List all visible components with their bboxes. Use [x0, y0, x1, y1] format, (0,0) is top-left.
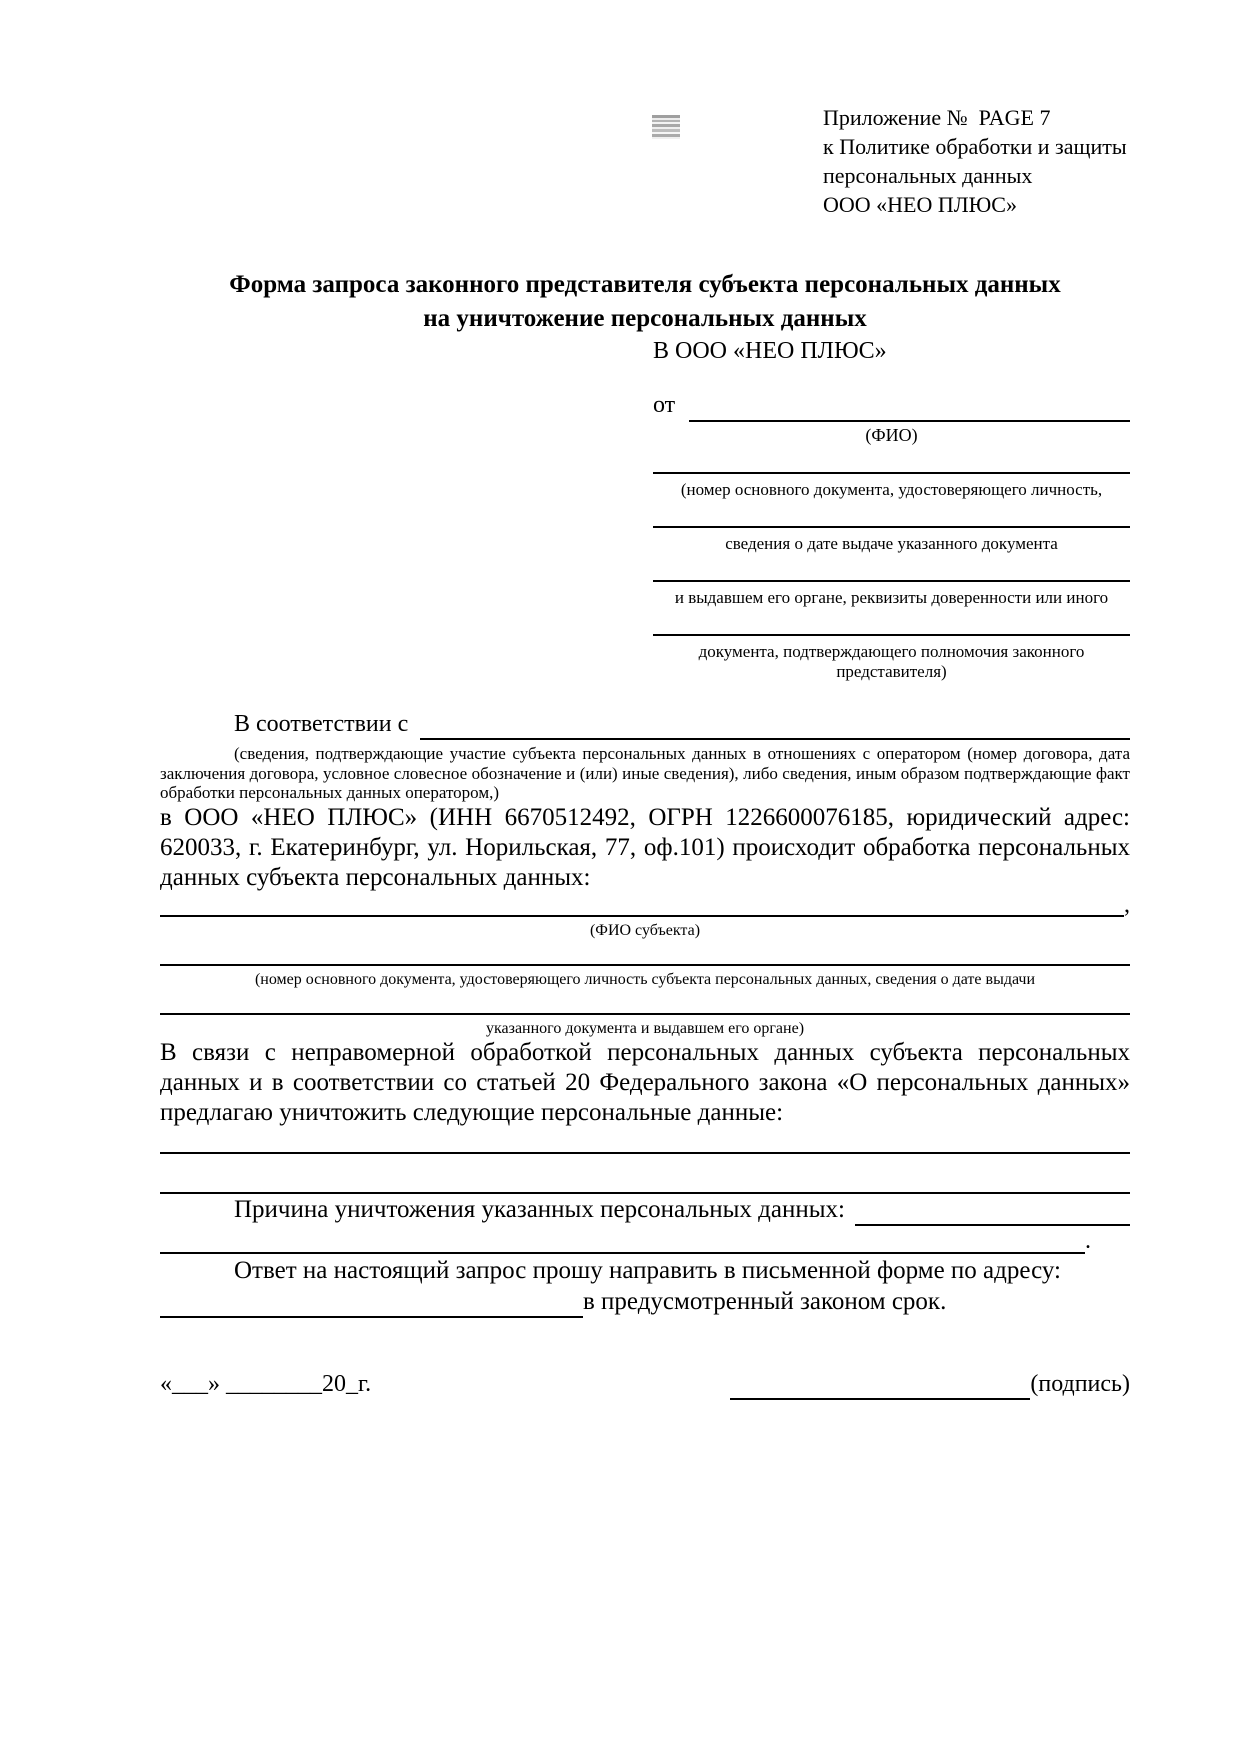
reason-continuation-blank-line[interactable]	[160, 1226, 1085, 1254]
appendix-number-line: Приложение № PAGE 7	[823, 105, 1051, 130]
representative-authority-caption: документа, подтверждающего полномочия законного представителя)	[698, 642, 1085, 681]
accordance-blank-line[interactable]	[420, 710, 1130, 740]
destruction-paragraph: В связи с неправомерной обработкой персональных данных субъекта персональных данных и в соответствии со статьей 20 Федерального закона «О персональных данных» предлагаю уничтожить следующие персональные данные:	[160, 1038, 1130, 1126]
issuing-authority-caption: и выдавшем его органе, реквизиты доверенности или иного	[674, 588, 1109, 607]
issuing-authority-blank-line[interactable]	[653, 580, 1130, 582]
subject-fio-blank-row	[160, 893, 1130, 917]
trailing-comma: ,	[1124, 891, 1130, 918]
appendix-block	[823, 103, 1127, 219]
policy-reference-line-1: к Политике обработки и защиты	[823, 134, 1127, 159]
answer-paragraph-line: Ответ на настоящий запрос прошу направить в письменной форме по адресу:	[234, 1256, 1061, 1284]
recipient-block	[653, 336, 1130, 682]
date-blank-text[interactable]: «___» ________20_г.	[160, 1370, 372, 1397]
subject-doc-blank-line-1[interactable]	[160, 964, 1130, 966]
form-title	[160, 268, 1130, 336]
reason-blank-line[interactable]	[855, 1196, 1130, 1226]
subject-fio-caption: (ФИО субъекта)	[589, 921, 701, 939]
from-row	[653, 388, 1130, 422]
accordance-note: (сведения, подтверждающие участие субъекта персональных данных в отношениях с оператором (номер договора, дата заключения договора, условное словесное обозначение и (или) иные сведения), либо сведения, иным образом подтверждающие факт обработки персональных данных оператором,)	[160, 744, 1130, 802]
blurred-text-artifact	[652, 115, 680, 139]
subject-doc-caption-1: (номер основного документа, удостоверяющего личность субъекта персональных данных, сведения о дате выдачи	[254, 970, 1036, 988]
trailing-period: .	[1085, 1227, 1091, 1254]
from-blank-line[interactable]	[689, 390, 1130, 422]
subject-fio-blank-line[interactable]	[160, 902, 1124, 917]
reason-row	[160, 1194, 1130, 1226]
id-doc-caption: (номер основного документа, удостоверяющего личность,	[680, 480, 1103, 499]
company-name-line: ООО «НЕО ПЛЮС»	[823, 192, 1017, 217]
address-blank-line[interactable]	[160, 1288, 583, 1318]
operator-paragraph: в ООО «НЕО ПЛЮС» (ИНН 6670512492, ОГРН 1226600076185, юридический адрес: 620033, г. Екатеринбург, ул. Норильская, 77, оф.101) происходит обработка персональных данных субъекта персональных данных:	[160, 803, 1130, 891]
subject-doc-caption-2: указанного документа и выдавшем его органе)	[485, 1019, 805, 1037]
reason-label: Причина уничтожения указанных персональных данных:	[234, 1195, 845, 1223]
from-label: от	[653, 392, 676, 418]
issue-date-blank-line[interactable]	[653, 526, 1130, 528]
signature-blank-line[interactable]	[730, 1372, 1030, 1400]
issue-date-caption: сведения о дате выдаче указанного документа	[725, 534, 1058, 553]
representative-authority-blank-line[interactable]	[653, 634, 1130, 636]
personal-data-blank-line-1[interactable]	[160, 1152, 1130, 1154]
id-doc-blank-line[interactable]	[653, 472, 1130, 474]
subject-doc-blank-line-2[interactable]	[160, 1013, 1130, 1015]
address-row	[160, 1286, 1130, 1318]
form-title-line-1: Форма запроса законного представителя субъекта персональных данных	[229, 271, 1061, 298]
signature-row	[160, 1368, 1130, 1400]
signature-caption: (подпись)	[1030, 1370, 1130, 1397]
recipient-to-line: В ООО «НЕО ПЛЮС»	[653, 338, 887, 364]
answer-suffix: в предусмотренный законом срок.	[583, 1287, 947, 1315]
accordance-label: В соответствии с	[234, 711, 409, 737]
accordance-row	[160, 708, 1130, 740]
form-title-line-2: на уничтожение персональных данных	[423, 305, 867, 332]
page-header	[160, 103, 1130, 219]
policy-reference-line-2: персональных данных	[823, 163, 1033, 188]
fio-caption: (ФИО)	[865, 425, 918, 445]
reason-continuation-row	[160, 1226, 1130, 1254]
